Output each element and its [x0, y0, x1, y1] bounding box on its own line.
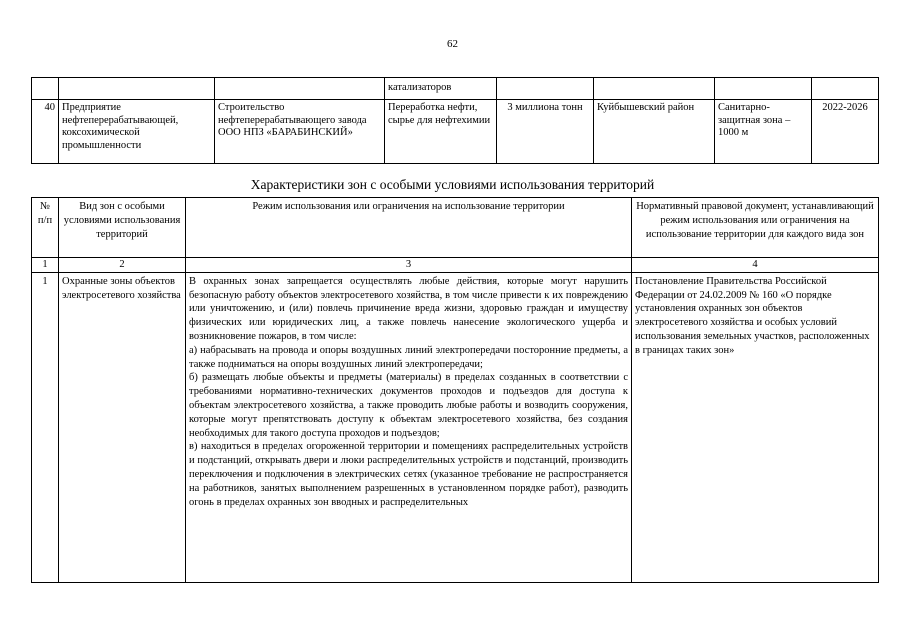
- period: 2022-2026: [812, 100, 879, 164]
- col-number: 1: [32, 258, 59, 273]
- table-cell: [715, 78, 812, 100]
- table-cell: катализаторов: [385, 78, 497, 100]
- table-cell: [215, 78, 385, 100]
- header-type: Вид зон с особыми условиями использования территорий: [59, 198, 186, 258]
- table-row: [32, 100, 879, 164]
- regime-paragraph: б) размещать любые объекты и предметы (материалы) в пределах созданных в соответствии с требованиями нормативно-технических документов проходов и подъездов для доступа к объектам электросетевого хозяйства, а также проводить любые работы и возводить сооружения, которые могут препятствовать доступу к объектам электросетевого хозяйства, без создания необходимых для такого доступа проходов и подъездов;: [189, 372, 628, 439]
- object-type: Предприятие нефтеперерабатывающей, коксохимической промышленности: [59, 100, 215, 164]
- table-row: [32, 78, 879, 100]
- header-regime: Режим использования или ограничения на использование территории: [186, 198, 632, 258]
- purpose: Переработка нефти, сырье для нефтехимии: [385, 100, 497, 164]
- row-number: 1: [32, 272, 59, 582]
- header-row: [32, 198, 879, 258]
- header-num: № п/п: [32, 198, 59, 258]
- regime-paragraph: В охранных зонах запрещается осуществлять любые действия, которые могут нарушить безопасную работу объектов электросетевого хозяйства, в том числе привести к их повреждению или уничтожению, и (или) повлечь причинение вреда жизни, здоровью граждан и имуществу физических или юридических лиц, а также повлечь нанесение экологического ущерба и возникновение пожаров, в том числе:: [189, 275, 628, 342]
- page-number: 62: [447, 38, 458, 50]
- table-cell: [812, 78, 879, 100]
- section-title: Характеристики зон с особыми условиями использования территорий: [250, 177, 655, 192]
- regime-paragraph: а) набрасывать на провода и опоры воздушных линий электропередачи посторонние предметы, а также подниматься на опоры воздушных линий электропередачи;: [189, 344, 628, 370]
- zone: Санитарно-защитная зона – 1000 м: [715, 100, 812, 164]
- col-number: 4: [632, 258, 879, 273]
- zones-table: [31, 197, 879, 583]
- district: Куйбышевский район: [594, 100, 715, 164]
- column-number-row: [32, 258, 879, 273]
- projects-table: [31, 77, 879, 164]
- normative-document: Постановление Правительства Российской Федерации от 24.02.2009 № 160 «О порядке установления охранных зон объектов электросетевого хозяйства и особых условий использования земельных участков, расположенных в границах таких зон»: [632, 272, 879, 582]
- regime-paragraph: в) находиться в пределах огороженной территории и помещениях распределительных устройств и подстанций, открывать двери и люки распределительных устройств и подстанций, производить переключения и подключения в электрических сетях (указанное требование не распространяется на работников, занятых выполнением разрешенных в установленном порядке работ), разводить огонь в пределах охранных зон вводных и распределительных: [189, 441, 628, 508]
- table-cell: [594, 78, 715, 100]
- col-number: 3: [186, 258, 632, 273]
- table-row: [32, 272, 879, 582]
- col-number: 2: [59, 258, 186, 273]
- regime-text: [186, 272, 632, 582]
- capacity: 3 миллиона тонн: [497, 100, 594, 164]
- row-number: 40: [32, 100, 59, 164]
- table-cell: [32, 78, 59, 100]
- project-name: Строительство нефтеперерабатывающего завода ООО НПЗ «БАРАБИНСКИЙ»: [215, 100, 385, 164]
- header-document: Нормативный правовой документ, устанавливающий режим использования или ограничения на использование территории для каждого вида зон: [632, 198, 879, 258]
- table-cell: [497, 78, 594, 100]
- zone-type: Охранные зоны объектов электросетевого хозяйства: [59, 272, 186, 582]
- table-cell: [59, 78, 215, 100]
